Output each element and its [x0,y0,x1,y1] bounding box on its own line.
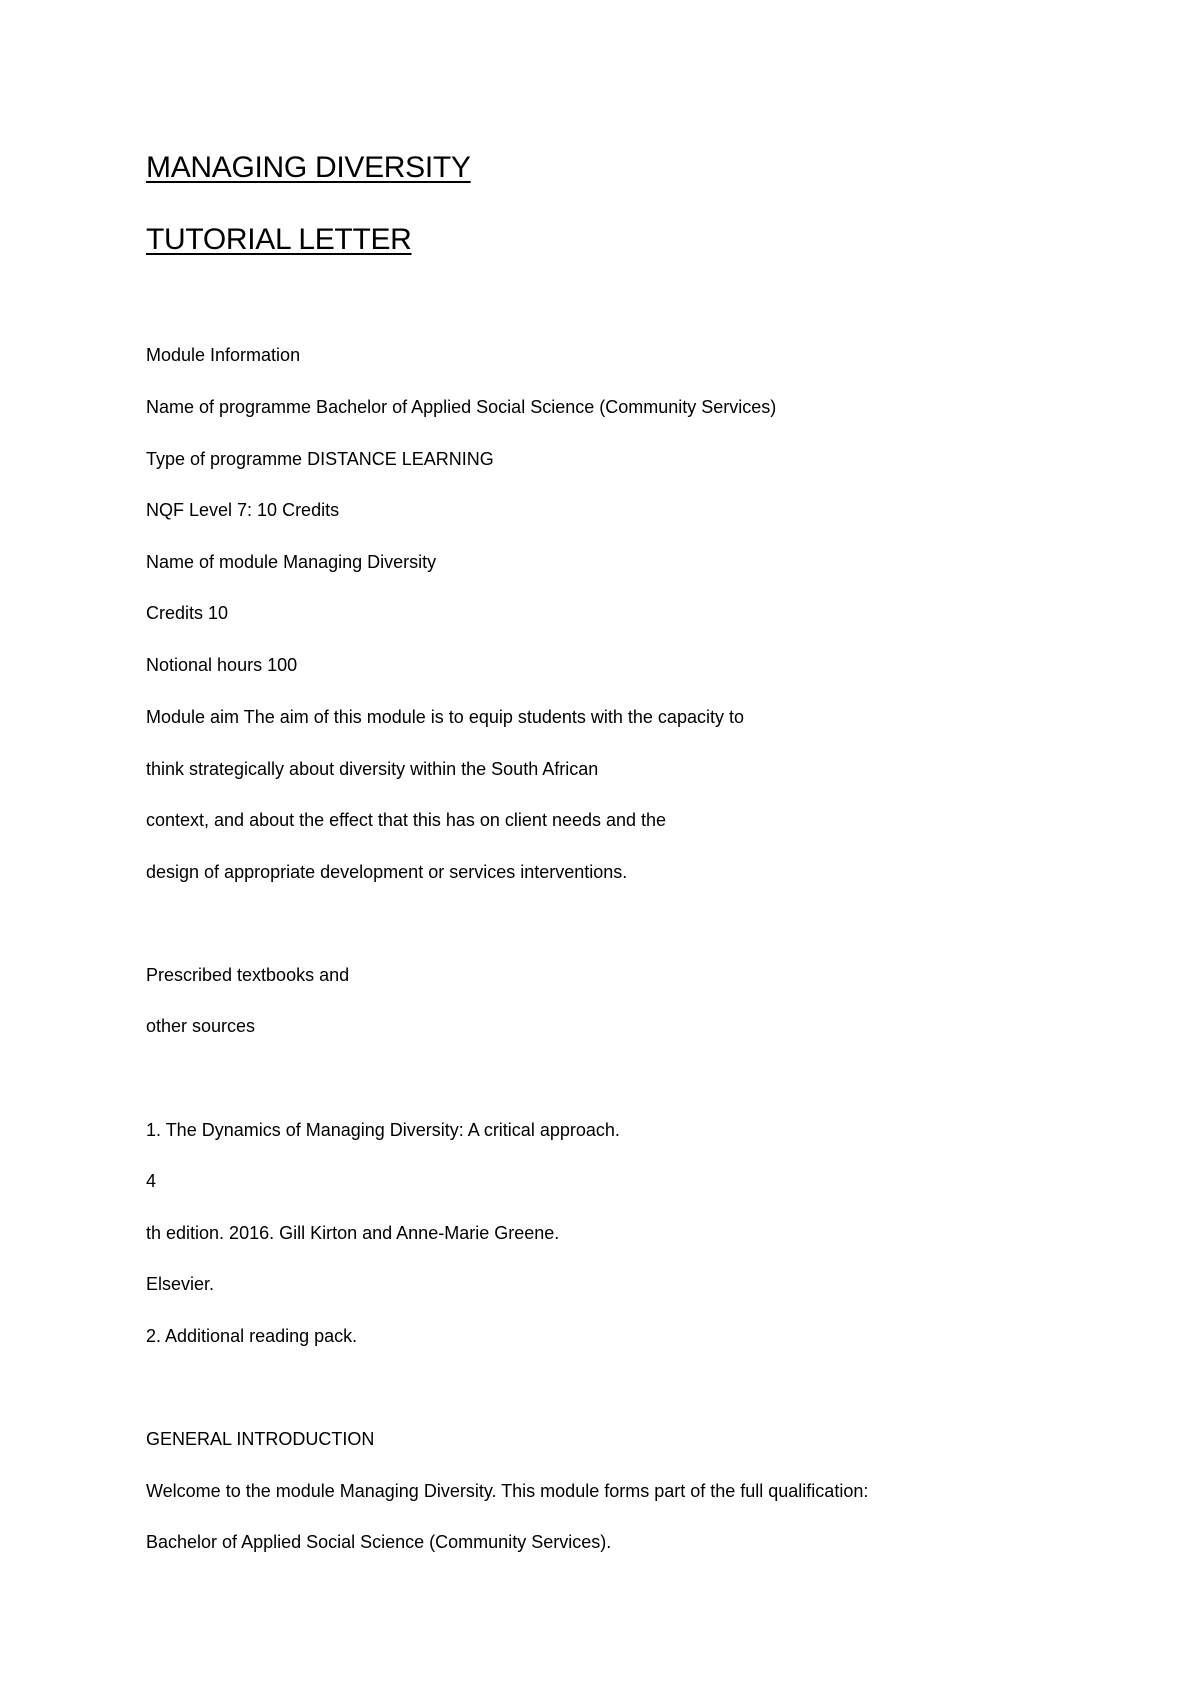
general-introduction-heading: GENERAL INTRODUCTION [146,1429,375,1449]
sources-heading: Prescribed textbooks and [146,965,350,985]
module-aim-line: design of appropriate development or services interventions. [146,862,628,882]
document-subtitle: TUTORIAL LETTER [146,223,412,256]
general-introduction-line: Bachelor of Applied Social Science (Community Services). [146,1532,612,1552]
notional-hours: Notional hours 100 [146,655,298,675]
sources-heading: other sources [146,1016,256,1036]
source-item: 2. Additional reading pack. [146,1326,358,1346]
nqf-level: NQF Level 7: 10 Credits [146,500,340,520]
source-item: 4 [146,1171,157,1191]
module-name: Name of module Managing Diversity [146,552,437,572]
credits: Credits 10 [146,603,229,623]
source-item: 1. The Dynamics of Managing Diversity: A critical approach. [146,1120,620,1140]
module-information-heading: Module Information [146,345,301,365]
source-item: th edition. 2016. Gill Kirton and Anne-Marie Greene. [146,1223,560,1243]
programme-name: Name of programme Bachelor of Applied Social Science (Community Services) [146,397,777,417]
module-aim-line: think strategically about diversity within the South African [146,759,599,779]
document-title: MANAGING DIVERSITY [146,151,471,184]
module-aim-line: Module aim The aim of this module is to equip students with the capacity to [146,707,744,727]
programme-type: Type of programme DISTANCE LEARNING [146,449,494,469]
module-aim-line: context, and about the effect that this has on client needs and the [146,810,667,830]
source-item: Elsevier. [146,1274,215,1294]
general-introduction-line: Welcome to the module Managing Diversity. This module forms part of the full qualification: [146,1481,869,1501]
